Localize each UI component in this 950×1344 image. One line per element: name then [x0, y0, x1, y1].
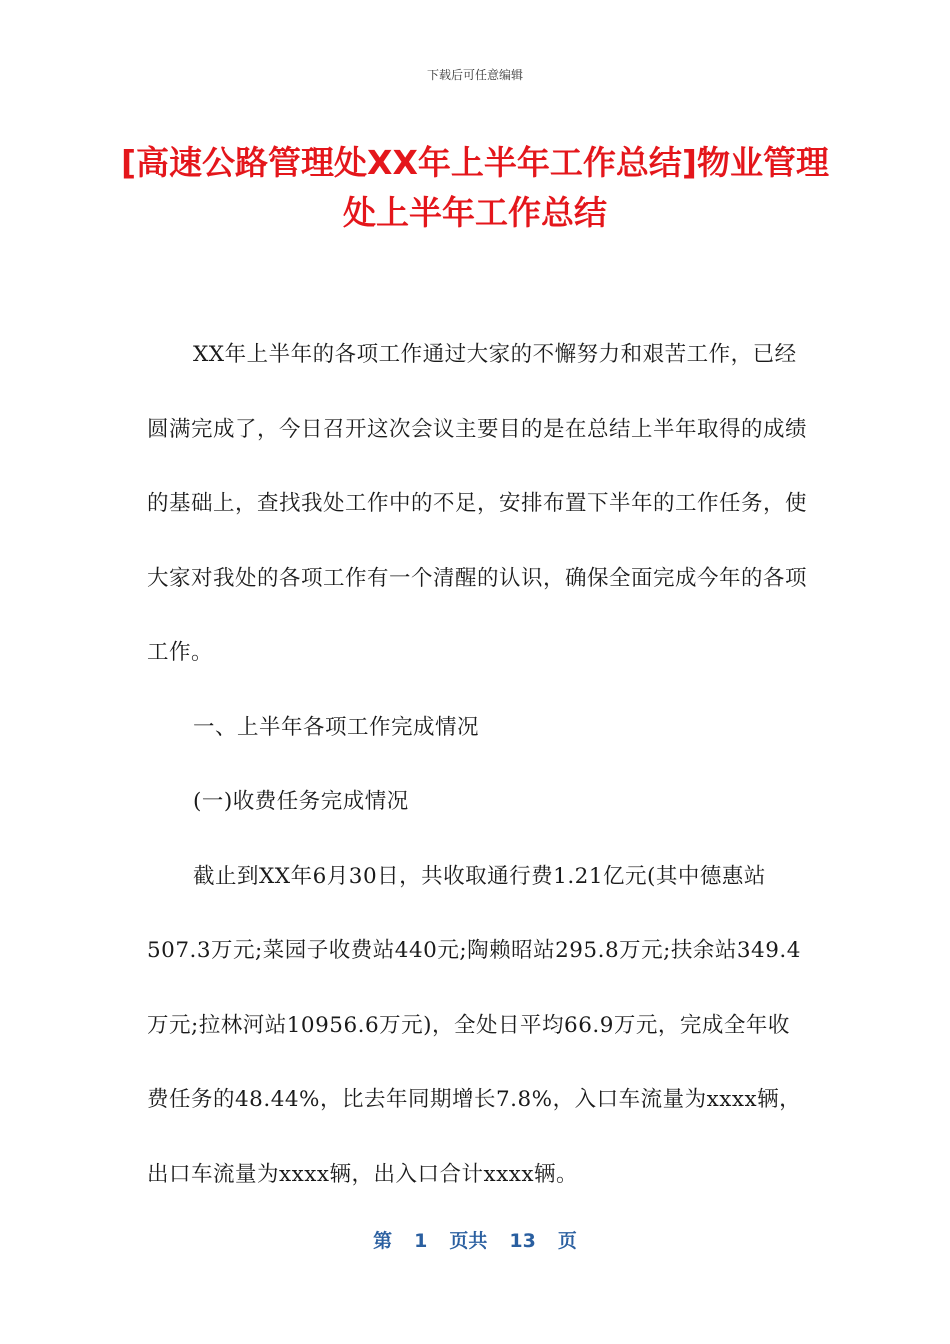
intro-paragraph: XX年上半年的各项工作通过大家的不懈努力和艰苦工作，已经圆满完成了，今日召开这次会议主要目的是在总结上半年取得的成绩的基础上，查找我处工作中的不足，安排布置下半年的工作任务，使大家对我处的各项工作有一个清醒的认识，确保全面完成今年的各项工作。 — [147, 342, 808, 665]
header-note: 下载后可任意编辑 — [426, 68, 523, 82]
page-footer — [0, 1226, 950, 1253]
total-pages: 13 — [509, 1230, 536, 1252]
section-heading: 一、上半年各项工作完成情况 — [193, 714, 480, 740]
subsection-heading: (一)收费任务完成情况 — [193, 789, 409, 814]
page-number: 1 — [414, 1230, 428, 1252]
toll-paragraph: 截止到XX年6月30日，共收取通行费1.21亿元(其中德惠站507.3万元;菜园子收费站440元;陶赖昭站295.8万元;扶余站349.4万元;拉林河站10956.6万元)，全处日平均66.9万元，完成全年收费任务的48.44%，比去年同期增长7.8%，入口车流量为xxxx辆，出口车流量为xxxx辆，出入口合计xxxx辆。 — [147, 863, 802, 1187]
document-body — [147, 318, 807, 1212]
page-middle: 页共 — [449, 1230, 488, 1252]
page-prefix: 第 — [373, 1230, 393, 1252]
page-suffix: 页 — [557, 1230, 577, 1252]
document-title: [高速公路管理处XX年上半年工作总结]物业管理处上半年工作总结 — [120, 143, 830, 232]
